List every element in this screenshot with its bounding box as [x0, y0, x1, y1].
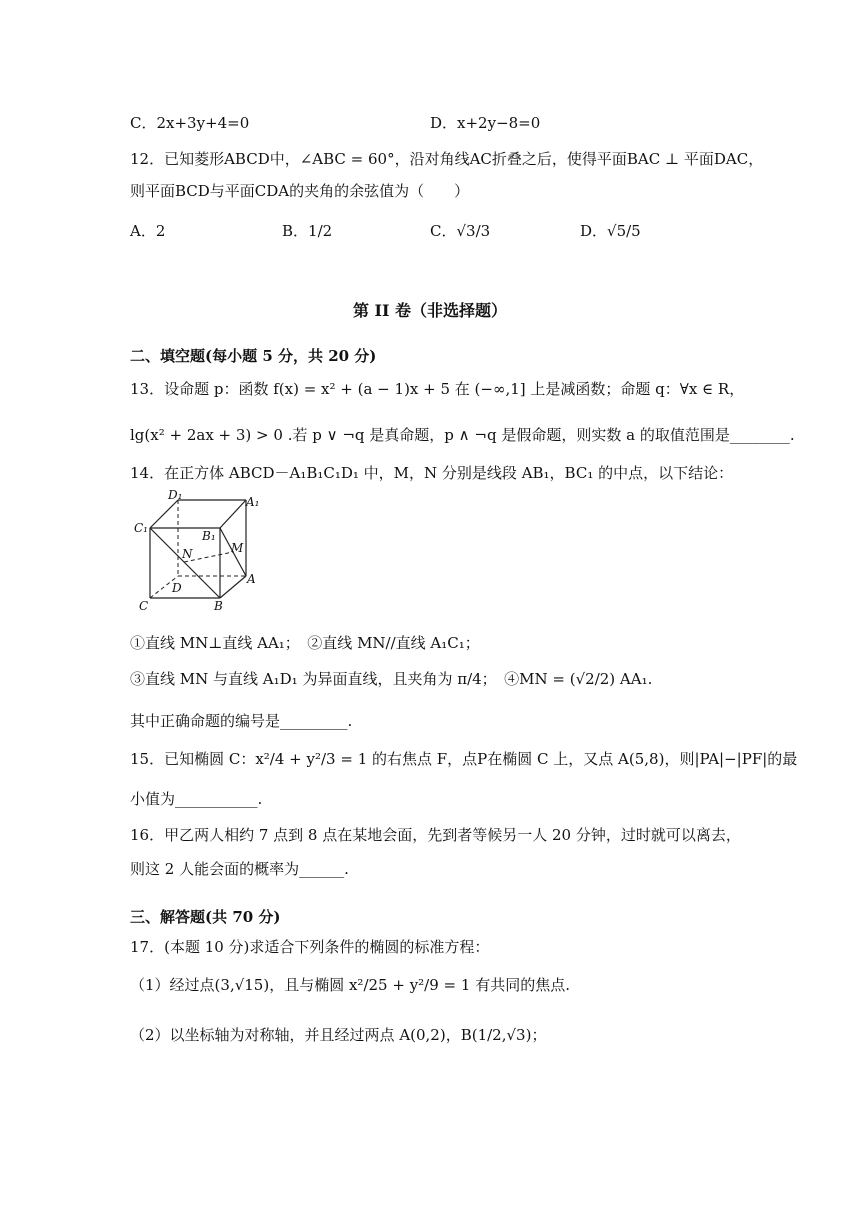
q12-line2: 则平面BCD与平面CDA的夹角的余弦值为（ ）	[130, 182, 470, 200]
label-d1: D₁	[168, 488, 183, 502]
label-c1: C₁	[134, 521, 148, 535]
q12-option-c: C．√3/3	[430, 222, 491, 240]
part2-title: 第 II 卷（非选择题）	[352, 301, 508, 320]
q12-option-b: B．1/2	[282, 222, 333, 240]
q17-line1: 17．(本题 10 分)求适合下列条件的椭圆的标准方程：	[130, 938, 490, 956]
q15-line2: 小值为___________.	[130, 790, 263, 808]
q11-option-d: D．x+2y−8=0	[430, 114, 541, 132]
label-a: A	[247, 572, 256, 586]
q14-line-end: 其中正确命题的编号是_________.	[130, 712, 353, 730]
label-b: B	[214, 599, 223, 613]
label-b1: B₁	[202, 529, 216, 543]
label-d: D	[172, 581, 182, 595]
q14-statement2: ③直线 MN 与直线 A₁D₁ 为异面直线，且夹角为 π/4； ④MN = (√2/2) AA₁.	[130, 670, 653, 688]
section2-heading: 二、填空题(每小题 5 分，共 20 分)	[130, 347, 377, 365]
label-c: C	[139, 599, 149, 613]
label-n: N	[182, 547, 193, 561]
q12-option-d: D．√5/5	[580, 222, 641, 240]
label-a1: A₁	[246, 495, 260, 509]
q11-option-c: C．2x+3y+4=0	[130, 114, 250, 132]
q15-line1: 15．已知椭圆 C：x²/4 + y²/3 = 1 的右焦点 F，点P在椭圆 C 上，又点 A(5,8)，则|PA|−|PF|的最	[130, 750, 798, 768]
q17-sub1: （1）经过点(3,√15)，且与椭圆 x²/25 + y²/9 = 1 有共同的焦点.	[130, 976, 570, 994]
q16-line1: 16．甲乙两人相约 7 点到 8 点在某地会面，先到者等候另一人 20 分钟，过时就可以离去，	[130, 826, 741, 844]
q17-sub2: （2）以坐标轴为对称轴，并且经过两点 A(0,2)，B(1/2,√3)；	[130, 1026, 547, 1044]
cube-diagram	[134, 488, 264, 614]
q14-line1: 14．在正方体 ABCD－A₁B₁C₁D₁ 中，M，N 分别是线段 AB₁，BC₁ 的中点，以下结论：	[130, 464, 734, 482]
q13-line1: 13．设命题 p：函数 f(x) = x² + (a − 1)x + 5 在 (−∞,1] 上是减函数；命题 q：∀x ∈ R，	[130, 380, 745, 398]
q12-line1: 12．已知菱形ABCD中，∠ABC = 60°，沿对角线AC折叠之后，使得平面BAC ⊥ 平面DAC，	[130, 150, 764, 168]
cube-figure	[134, 488, 264, 618]
label-m: M	[231, 541, 244, 555]
section3-heading: 三、解答题(共 70 分)	[130, 908, 281, 926]
q13-line2: lg(x² + 2ax + 3) > 0 .若 p ∨ ¬q 是真命题，p ∧ ¬q 是假命题，则实数 a 的取值范围是________.	[130, 426, 795, 444]
q16-line2: 则这 2 人能会面的概率为______.	[130, 860, 349, 878]
q12-option-a: A．2	[130, 222, 166, 240]
q14-statement1: ①直线 MN⊥直线 AA₁； ②直线 MN//直线 A₁C₁；	[130, 634, 480, 652]
